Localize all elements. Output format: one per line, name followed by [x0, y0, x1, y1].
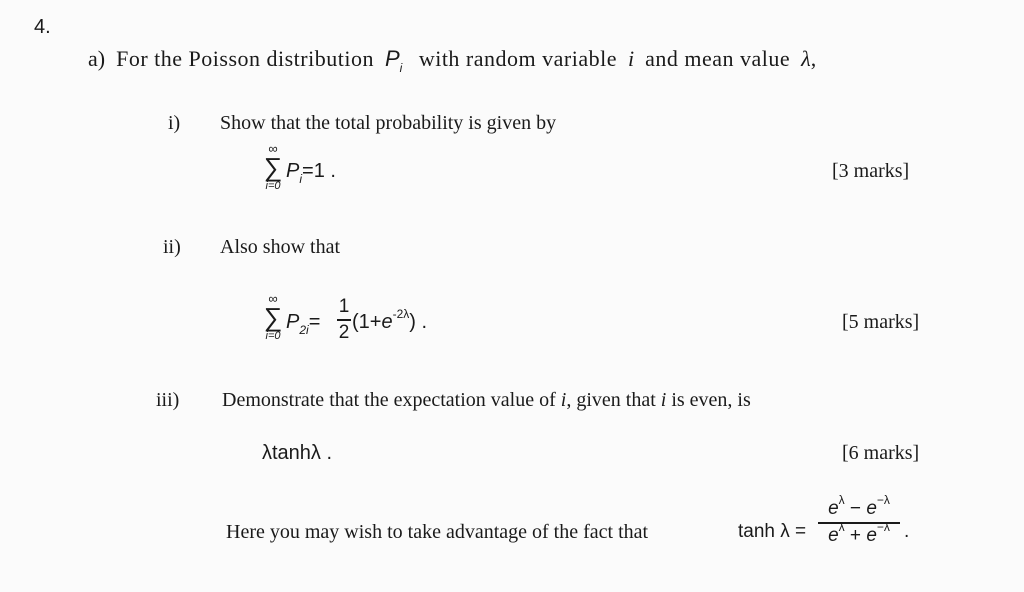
- hint-period: .: [904, 521, 910, 542]
- item-i-eq-P: P: [286, 160, 300, 182]
- item-ii-eq-sub: 2i: [299, 323, 309, 337]
- item-iii-var-i1: i: [560, 389, 567, 411]
- item-ii-eq-paren-close: ) .: [409, 311, 428, 333]
- item-iii-result: λtanhλ .: [262, 442, 333, 464]
- item-ii-eq-equals: =: [308, 311, 321, 333]
- item-iii-text-part3: is even, is: [671, 389, 751, 411]
- item-i-eq-sub: i: [299, 172, 303, 186]
- item-iii-text-part2: , given that: [566, 389, 656, 411]
- item-iii-label: iii): [156, 389, 180, 411]
- item-ii-sum-upper: ∞: [268, 291, 278, 306]
- item-ii-eq-rhs: [352, 307, 428, 334]
- hint-text: Here you may wish to take advantage of the fact that: [226, 521, 649, 543]
- item-i-marks: [3 marks]: [832, 160, 910, 182]
- hint-denominator: $e^\lambda + e^{-\lambda}$: [828, 519, 890, 546]
- part-a-label: a): [88, 46, 106, 71]
- poisson-P: P: [384, 46, 400, 71]
- hint-lhs: tanh λ =: [738, 521, 807, 542]
- random-variable-i: i: [627, 46, 635, 71]
- item-i-text: Show that the total probability is given by: [220, 112, 557, 134]
- mean-lambda: λ: [801, 46, 811, 71]
- item-ii-eq-lhs: [286, 311, 321, 337]
- item-ii-fraction: [337, 296, 351, 344]
- item-ii-frac-num: 1: [338, 296, 350, 317]
- item-ii-frac-bar: [337, 319, 351, 321]
- item-ii-eq-e: e: [381, 311, 393, 333]
- item-i-eq-rhs: =1 .: [302, 160, 336, 182]
- part-a-intro: [88, 46, 817, 75]
- part-a-comma: ,: [810, 46, 817, 71]
- item-ii-sum-lower: i=0: [265, 330, 281, 342]
- item-ii-marks: [5 marks]: [842, 311, 920, 333]
- item-ii-eq-P: P: [286, 311, 300, 333]
- item-ii-sigma: ∑: [263, 302, 283, 332]
- item-ii-eq-exp: -2λ: [392, 307, 410, 321]
- part-a-with-text: with random variable: [418, 46, 617, 71]
- poisson-P-sub: i: [399, 61, 403, 75]
- part-a-mean-text: and mean value: [645, 46, 791, 71]
- part-a-intro-text: For the Poisson distribution: [116, 46, 374, 71]
- item-iii-var-i2: i: [660, 389, 667, 411]
- hint-fraction: [818, 493, 900, 548]
- item-i-sigma: ∑: [263, 152, 283, 182]
- item-i-sum-symbol: [262, 141, 284, 192]
- item-ii-text: Also show that: [220, 236, 340, 258]
- item-iii-text: [222, 389, 751, 412]
- question-number: 4.: [34, 16, 51, 38]
- item-ii-label: ii): [163, 236, 181, 258]
- item-iii-text-part1: Demonstrate that the expectation value of: [222, 389, 556, 411]
- item-ii-sum-symbol: [262, 291, 284, 342]
- item-ii-frac-den: 2: [338, 321, 350, 343]
- item-i-equation: [286, 160, 336, 186]
- item-iii-marks: [6 marks]: [842, 442, 920, 464]
- item-i-sum-lower: i=0: [265, 180, 281, 192]
- item-i-sum-upper: ∞: [268, 141, 278, 156]
- item-i-label: i): [168, 112, 181, 134]
- item-ii-eq-paren-open: (1+: [352, 311, 382, 333]
- hint-numerator: $e^\lambda - e^{-\lambda}$: [828, 493, 890, 519]
